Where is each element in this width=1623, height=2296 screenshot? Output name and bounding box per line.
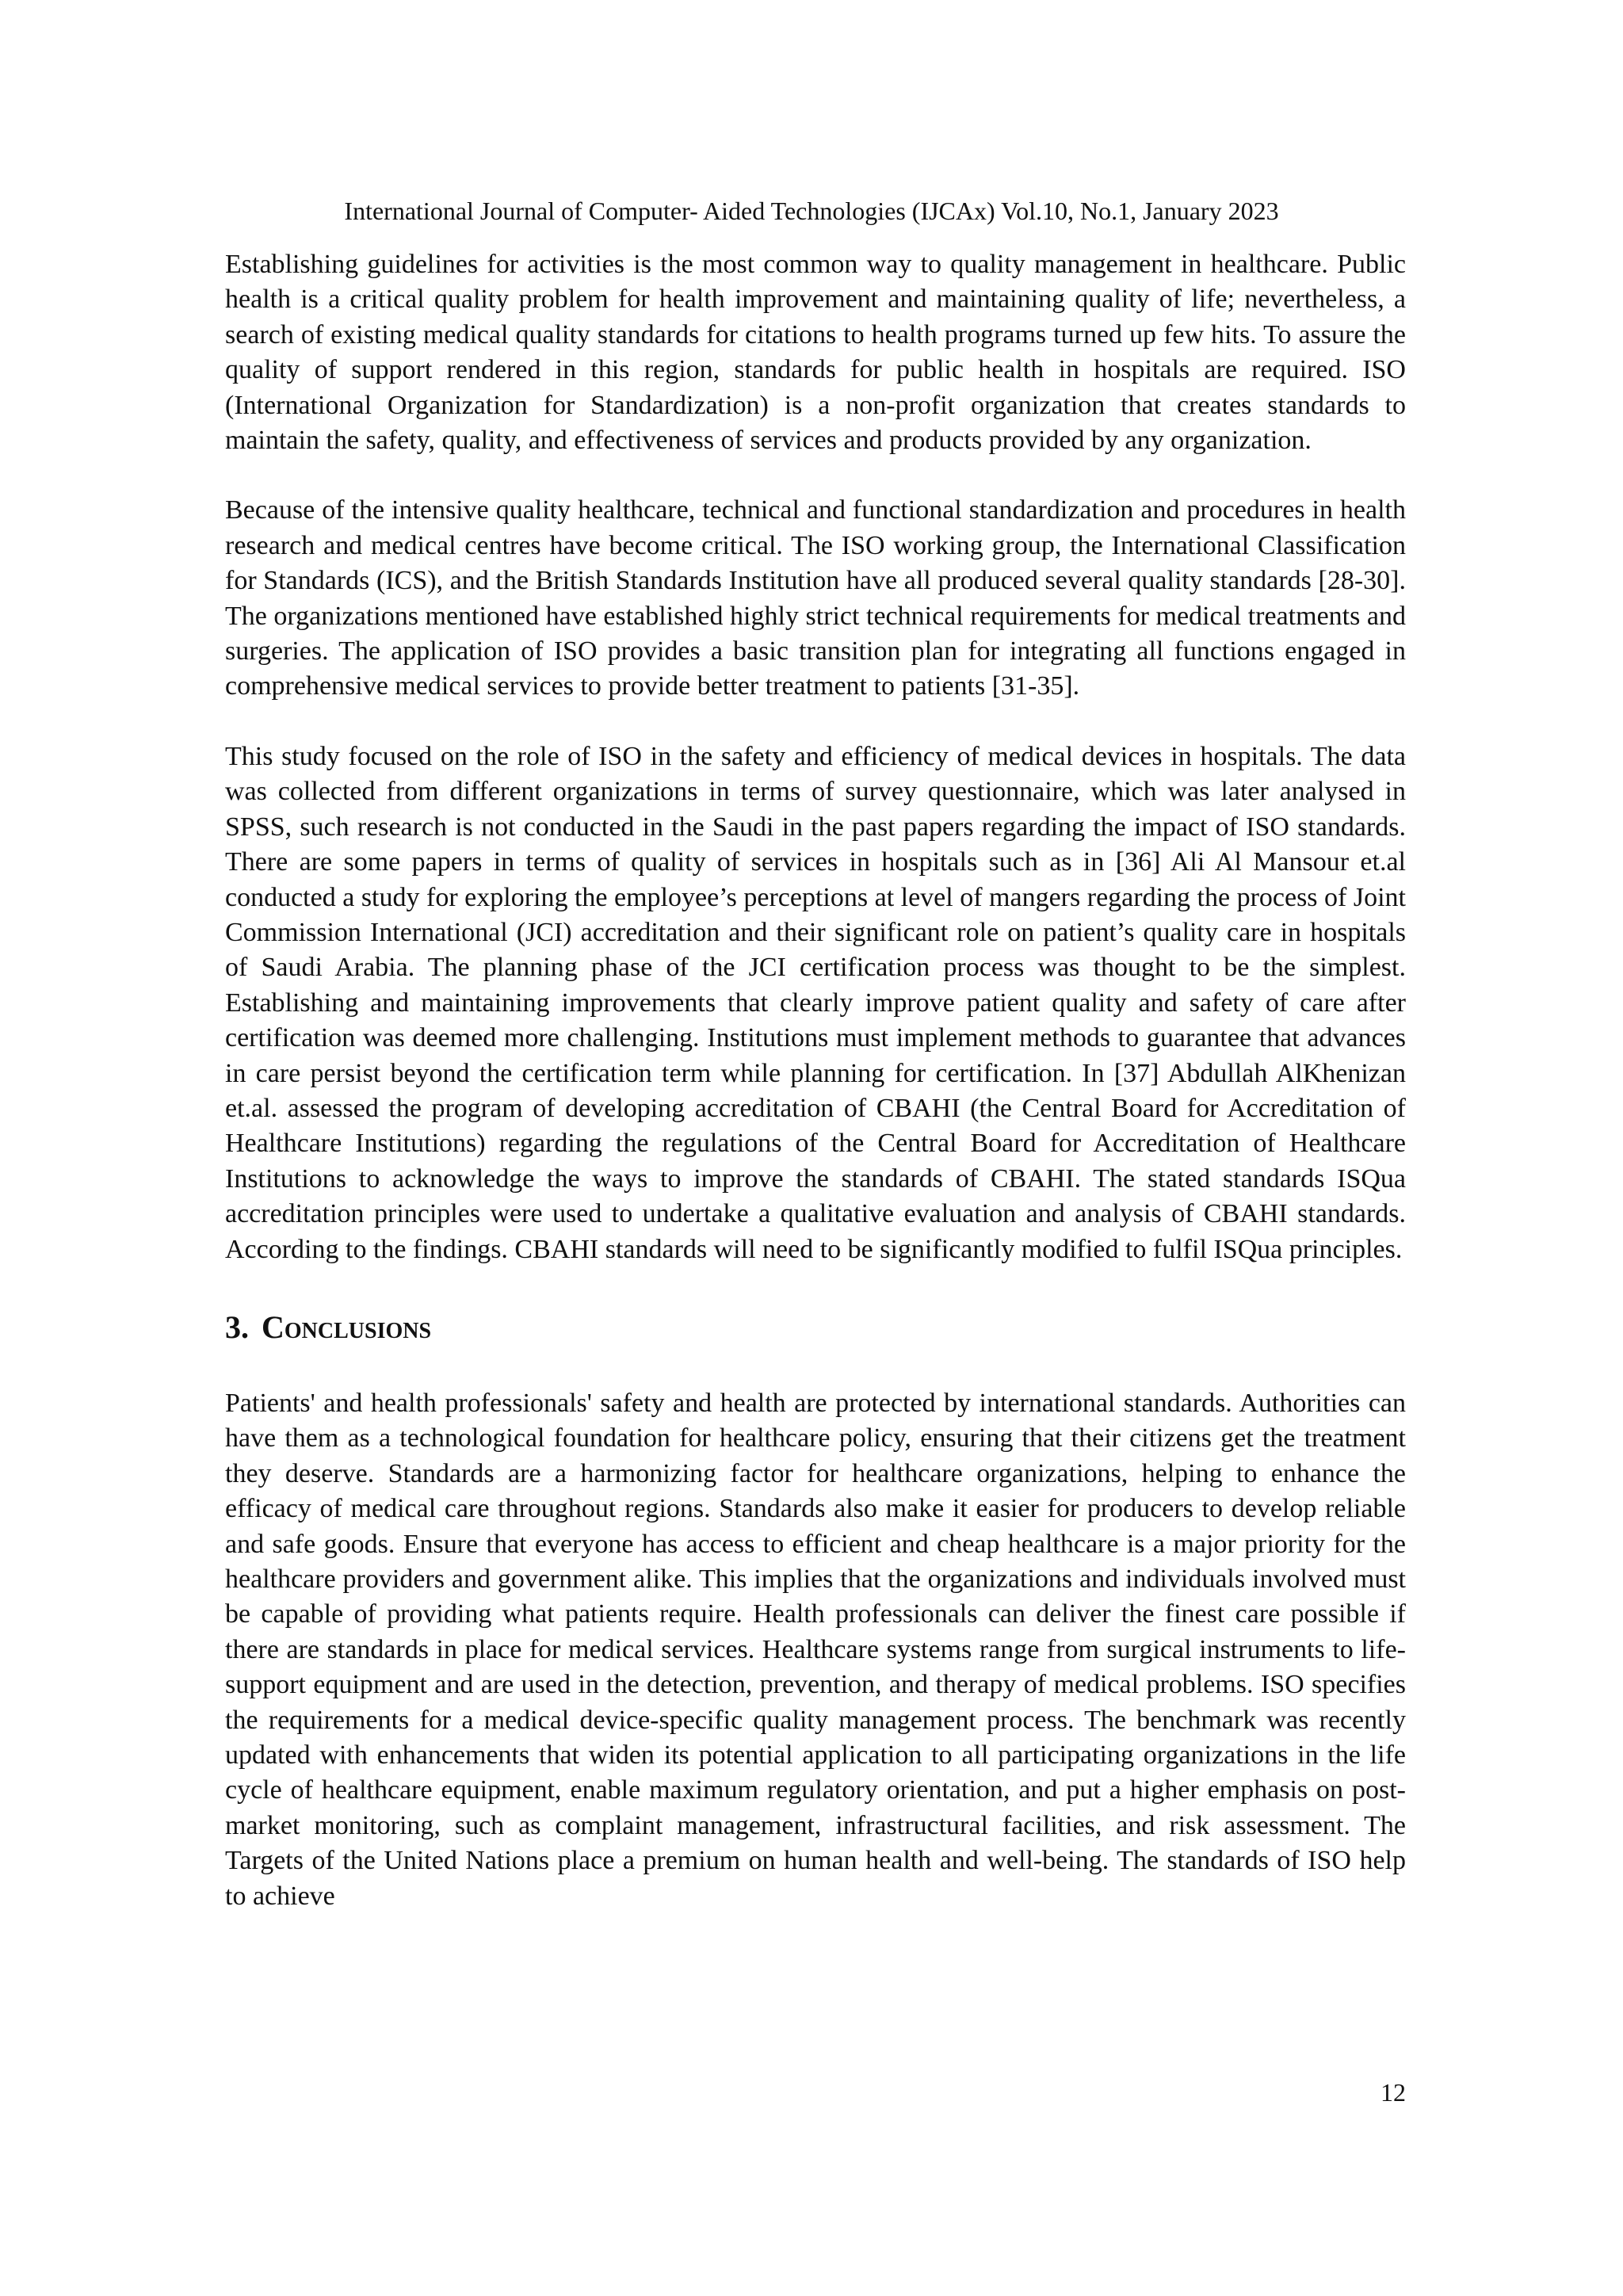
- section-number: 3.: [225, 1308, 249, 1345]
- conclusions-paragraph: Patients' and health professionals' safety and health are protected by international standards. Authorities can have them as a technological foundation for healthcare policy, ensuring that their citizens get the treatment they deserve. Standards are a harmonizing factor for healthcare organizations, helping to enhance the efficacy of medical care throughout regions. Standards also make it easier for producers to develop reliable and safe goods. Ensure that everyone has access to efficient and cheap healthcare is a major priority for the healthcare providers and government alike. This implies that the organizations and individuals involved must be capable of providing what patients require. Health professionals can deliver the finest care possible if there are standards in place for medical services. Healthcare systems range from surgical instruments to life-support equipment and are used in the detection, prevention, and therapy of medical problems. ISO specifies the requirements for a medical device-specific quality management process. The benchmark was recently updated with enhancements that widen its potential application to all participating organizations in the life cycle of healthcare equipment, enable maximum regulatory orientation, and put a higher emphasis on post-market monitoring, such as complaint management, infrastructural facilities, and risk assessment. The Targets of the United Nations place a premium on human health and well-being. The standards of ISO help to achieve: [225, 1388, 1406, 1911]
- running-header: International Journal of Computer- Aided Technologies (IJCAx) Vol.10, No.1, January 2023: [344, 197, 1279, 225]
- section-title: Conclusions: [262, 1308, 432, 1345]
- section-heading: [225, 1308, 1406, 1347]
- page-number: 12: [1381, 2078, 1406, 2107]
- body-paragraph: Establishing guidelines for activities is the most common way to quality management in healthcare. Public health is a critical quality problem for health improvement and maintaining quality of life; nevertheless, a search of existing medical quality standards for citations to health programs turned up few hits. To assure the quality of support rendered in this region, standards for public health in hospitals are required. ISO (International Organization for Standardization) is a non-profit organization that creates standards to maintain the safety, quality, and effectiveness of services and products provided by any organization.: [225, 250, 1406, 456]
- body-paragraph: This study focused on the role of ISO in the safety and efficiency of medical devices in hospitals. The data was collected from different organizations in terms of survey questionnaire, which was later analysed in SPSS, such research is not conducted in the Saudi in the past papers regarding the impact of ISO standards. There are some papers in terms of quality of services in hospitals such as in [36] Ali Al Mansour et.al conducted a study for exploring the employee’s perceptions at level of mangers regarding the process of Joint Commission International (JCI) accreditation and their significant role on patient’s quality care in hospitals of Saudi Arabia. The planning phase of the JCI certification process was thought to be the simplest. Establishing and maintaining improvements that clearly improve patient quality and safety of care after certification was deemed more challenging. Institutions must implement methods to guarantee that advances in care persist beyond the certification term while planning for certification. In [37] Abdullah AlKhenizan et.al. assessed the program of developing accreditation of CBAHI (the Central Board for Accreditation of Healthcare Institutions) regarding the regulations of the Central Board for Accreditation of Healthcare Institutions to acknowledge the ways to improve the standards of CBAHI. The stated standards ISQua accreditation principles were used to undertake a qualitative evaluation and analysis of CBAHI standards. According to the findings. CBAHI standards will need to be significantly modified to fulfil ISQua principles.: [225, 741, 1406, 1264]
- page-content: [225, 247, 1406, 1914]
- body-paragraph: Because of the intensive quality healthcare, technical and functional standardization and procedures in health research and medical centres have become critical. The ISO working group, the International Classification for Standards (ICS), and the British Standards Institution have all produced several quality standards [28-30]. The organizations mentioned have established highly strict technical requirements for medical treatments and surgeries. The application of ISO provides a basic transition plan for integrating all functions engaged in comprehensive medical services to provide better treatment to patients [31-35].: [225, 495, 1406, 701]
